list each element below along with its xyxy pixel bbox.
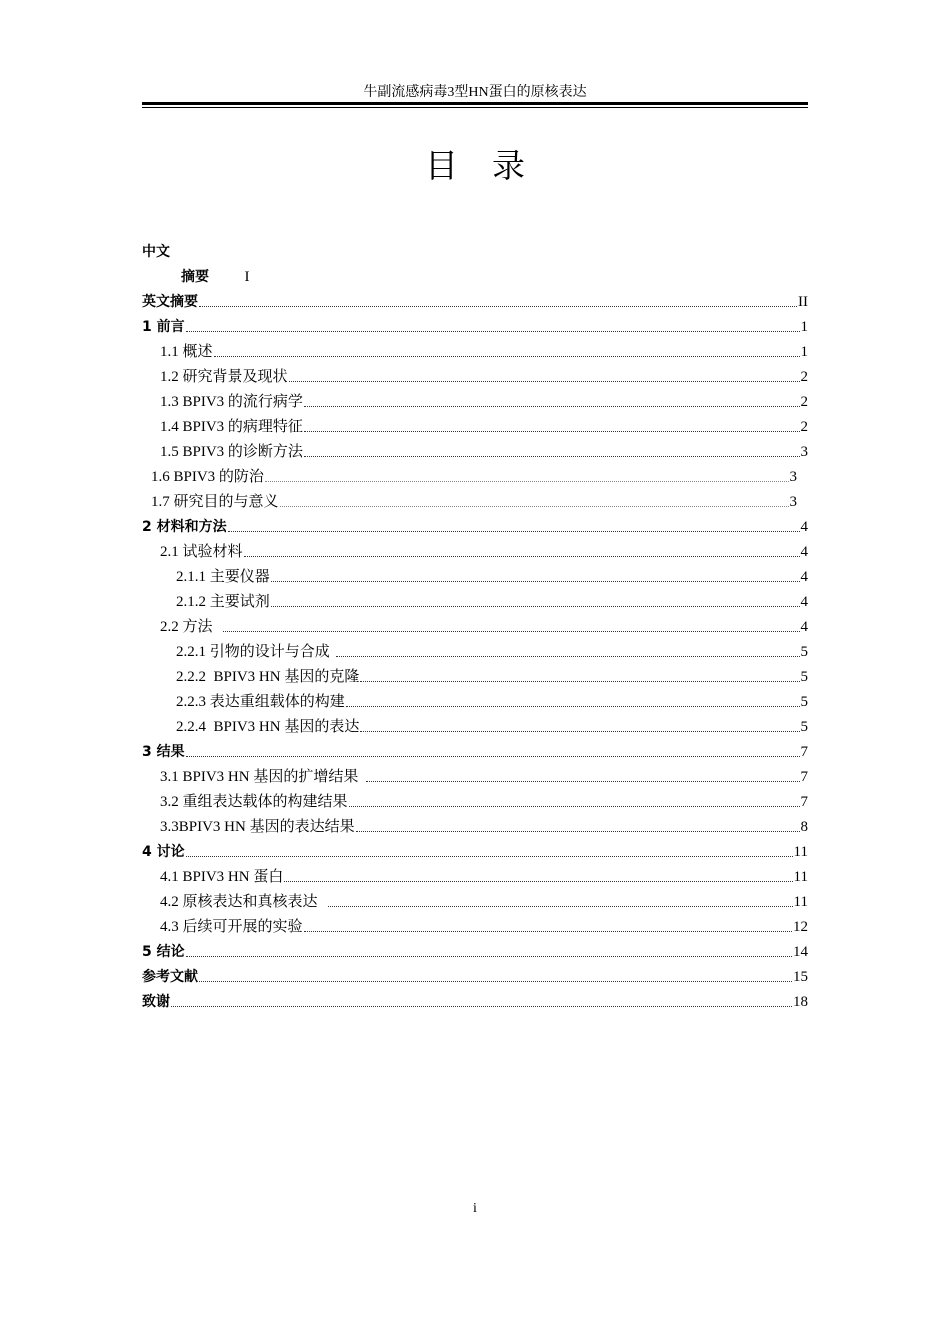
leader-dots [186, 331, 800, 332]
toc-label: 1.1 概述 [160, 344, 213, 360]
leader-dots [304, 931, 792, 932]
toc-entry-5[interactable] [142, 941, 808, 961]
toc-page: II [798, 294, 808, 310]
leader-dots [271, 581, 800, 582]
toc-page: 3 [789, 469, 797, 485]
leader-dots [265, 481, 789, 482]
toc-entry-1-5[interactable] [160, 441, 808, 461]
toc-label: 中文 [142, 244, 170, 260]
toc-label: 摘要 [181, 269, 209, 285]
toc-page: 2 [800, 394, 808, 410]
toc-entry-1-2[interactable] [160, 366, 808, 386]
toc-page: 8 [800, 819, 808, 835]
toc-page: 7 [800, 744, 808, 760]
toc-entry-1-3[interactable] [160, 391, 808, 411]
toc-label: 4 讨论 [142, 844, 185, 860]
leader-dots [304, 406, 800, 407]
page-title: 目录 [425, 146, 559, 185]
toc-entry-2-2-3[interactable] [176, 691, 808, 711]
toc-entry-2-2[interactable] [160, 616, 808, 636]
toc-page: 5 [800, 694, 808, 710]
toc-page: 18 [793, 994, 808, 1010]
leader-dots [304, 431, 800, 432]
toc-entry-2-2-2[interactable] [176, 666, 808, 686]
toc-entry-2-1-2[interactable] [176, 591, 808, 611]
toc-entry-4-2[interactable] [160, 891, 808, 911]
toc-label: 致谢 [142, 994, 170, 1010]
toc-label: 3 结果 [142, 744, 185, 760]
leader-dots [328, 906, 793, 907]
toc-page: 14 [793, 944, 808, 960]
toc-entry-1-7[interactable] [151, 491, 797, 511]
toc-entry-1-4[interactable] [160, 416, 808, 436]
leader-dots [336, 656, 800, 657]
leader-dots [223, 631, 800, 632]
toc-page: 3 [800, 444, 808, 460]
leader-dots [366, 781, 799, 782]
leader-dots [214, 356, 800, 357]
toc-entry-4-3[interactable] [160, 916, 808, 936]
toc-entry-3[interactable] [142, 741, 808, 761]
leader-dots [284, 881, 792, 882]
toc-entry-2[interactable] [142, 516, 808, 536]
toc-page: 4 [800, 594, 808, 610]
toc-label: 1 前言 [142, 319, 185, 335]
leader-dots [360, 731, 799, 732]
toc-entry-1-1[interactable] [160, 341, 808, 361]
toc-label: 英文摘要 [142, 294, 198, 310]
toc-label: 2.1 试验材料 [160, 544, 243, 560]
toc-entry-references[interactable] [142, 966, 808, 986]
toc-page: 1 [800, 319, 808, 335]
leader-dots [199, 981, 792, 982]
toc-page: I [244, 269, 250, 285]
toc-entry-3-2[interactable] [160, 791, 808, 811]
toc-entry-1[interactable] [142, 316, 808, 336]
toc-label: 2 材料和方法 [142, 519, 227, 535]
leader-dots [199, 306, 797, 307]
toc-entry-zh-abstract-line1[interactable] [142, 242, 170, 262]
toc-entry-4-1[interactable] [160, 866, 808, 886]
toc-entry-4[interactable] [142, 841, 808, 861]
toc-page: 4 [800, 544, 808, 560]
toc-page: 3 [789, 494, 797, 510]
toc-entry-2-1[interactable] [160, 541, 808, 561]
toc-entry-zh-abstract-line2[interactable] [181, 267, 250, 287]
toc-label: 4.2 原核表达和真核表达 [160, 894, 318, 910]
leader-dots [349, 806, 800, 807]
toc-entry-en-abstract[interactable] [142, 291, 808, 311]
header-rule-thin [142, 107, 808, 108]
toc-page: 15 [793, 969, 808, 985]
toc-label: 2.1.1 主要仪器 [176, 569, 270, 585]
toc-label: 2.2.1 引物的设计与合成 [176, 644, 330, 660]
toc-entry-2-2-4[interactable] [176, 716, 808, 736]
leader-dots [228, 531, 800, 532]
toc-label: 4.3 后续可开展的实验 [160, 919, 303, 935]
toc-entry-1-6[interactable] [151, 466, 797, 486]
toc-entry-2-1-1[interactable] [176, 566, 808, 586]
toc-label: 2.2.4 BPIV3 HN 基因的表达 [176, 719, 360, 735]
toc-label: 1.2 研究背景及现状 [160, 369, 288, 385]
toc-page: 5 [800, 669, 808, 685]
toc-page: 11 [793, 894, 808, 910]
toc-label: 1.3 BPIV3 的流行病学 [160, 394, 303, 410]
toc-label: 1.6 BPIV3 的防治 [151, 469, 264, 485]
toc-entry-acknowledgements[interactable] [142, 991, 808, 1011]
toc-page: 2 [800, 419, 808, 435]
running-header: 牛副流感病毒3型HN蛋白的原核表达 [363, 85, 587, 100]
toc-label: 2.1.2 主要试剂 [176, 594, 270, 610]
page-number: i [473, 1201, 477, 1216]
leader-dots [186, 856, 793, 857]
toc-page: 4 [800, 569, 808, 585]
toc-label: 1.5 BPIV3 的诊断方法 [160, 444, 303, 460]
toc-label: 1.7 研究目的与意义 [151, 494, 279, 510]
toc-entry-2-2-1[interactable] [176, 641, 808, 661]
toc-entry-3-1[interactable] [160, 766, 808, 786]
leader-dots [186, 956, 792, 957]
toc-page: 2 [800, 369, 808, 385]
toc-page: 11 [793, 869, 808, 885]
leader-dots [171, 1006, 792, 1007]
toc-page: 12 [793, 919, 808, 935]
toc-page: 7 [800, 769, 808, 785]
toc-label: 2.2.2 BPIV3 HN 基因的克隆 [176, 669, 360, 685]
toc-page: 4 [800, 519, 808, 535]
toc-label: 3.2 重组表达载体的构建结果 [160, 794, 348, 810]
toc-page: 7 [800, 794, 808, 810]
leader-dots [360, 681, 799, 682]
leader-dots [356, 831, 800, 832]
toc-label: 参考文献 [142, 969, 198, 985]
leader-dots [271, 606, 800, 607]
leader-dots [289, 381, 800, 382]
toc-label: 5 结论 [142, 944, 185, 960]
leader-dots [280, 506, 789, 507]
leader-dots [244, 556, 800, 557]
toc-page: 5 [800, 644, 808, 660]
header-rule-thick [142, 102, 808, 105]
toc-label: 2.2 方法 [160, 619, 213, 635]
toc-page: 11 [793, 844, 808, 860]
toc-label: 4.1 BPIV3 HN 蛋白 [160, 869, 284, 885]
leader-dots [186, 756, 800, 757]
toc-label: 3.1 BPIV3 HN 基因的扩增结果 [160, 769, 359, 785]
toc-page: 1 [800, 344, 808, 360]
toc-label: 2.2.3 表达重组载体的构建 [176, 694, 345, 710]
toc-label: 3.3BPIV3 HN 基因的表达结果 [160, 819, 355, 835]
toc-label: 1.4 BPIV3 的病理特征 [160, 419, 303, 435]
toc-page: 4 [800, 619, 808, 635]
leader-dots [304, 456, 800, 457]
toc-page: 5 [800, 719, 808, 735]
leader-dots [346, 706, 800, 707]
toc-entry-3-3[interactable] [160, 816, 808, 836]
